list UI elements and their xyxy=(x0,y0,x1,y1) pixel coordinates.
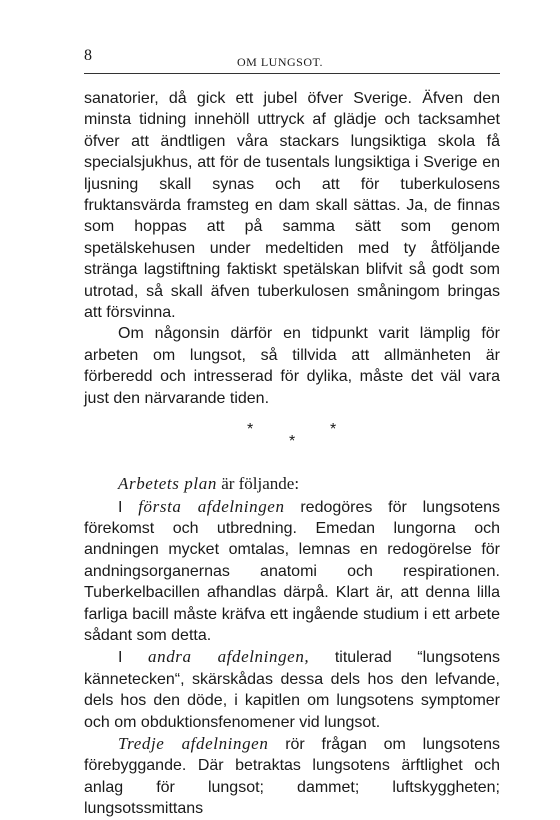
paragraph-6 xyxy=(84,733,500,820)
section-divider xyxy=(84,409,500,473)
asterisk-left: * xyxy=(247,421,254,439)
page-number: 8 xyxy=(84,47,92,64)
paragraph-5 xyxy=(84,646,500,733)
p5-prefix: I xyxy=(118,649,148,667)
p5-text: titulerad “lungsotens kännetecken“, skärskådas dessa dels hos den lefvande, dels hos den döde, i kapitlen om lungsotens symptomer och om obduktionsfenomener vid lungsot. xyxy=(84,649,501,731)
p4-text: redogöres för lungsotens förekomst och utbredning. Emedan lungorna och andningen mycket omtalas, lemnas en redogörelse för andningsorganernas anatomi och respirationen. Tuberkelbacillen afhandlas därpå. Klart är, att denna lilla farliga bacill måste kräfva ett ingående studium i ett arbete sådant som detta. xyxy=(84,498,501,644)
asterisk-right: * xyxy=(330,421,337,439)
plan-intro: är följande: xyxy=(216,474,300,494)
paragraph-3 xyxy=(84,473,500,495)
body-text xyxy=(84,88,500,820)
running-head: OM LUNGSOT. xyxy=(237,55,323,69)
paragraph-1: sanatorier, då gick ett jubel öfver Sverige. Äfven den minsta tidning innehöll uttryck af glädje och tacksamhet öfver att ändtligen våra stackars lungsiktiga skola få specialsjukhus, att för de tusentals lungsiktiga i Sverige en ljusning skall synas och att för tuberkulosens fruktansvärda framsteg en dam skall sättas. Ja, de finnas som hoppas att på samma sätt som genom spetälskehusen under medeltiden med ty åtföljande stränga lagstiftning faktiskt spetälskan blifvit så godt som utrotad, så skall äfven tuberkulosen småningom bringas att försvinna. xyxy=(84,90,500,322)
plan-heading: Arbetets plan xyxy=(118,474,217,494)
paragraph-2: Om någonsin därför en tidpunkt varit lämplig för arbeten om lungsot, så tillvida att allmänheten är förberedd och intresserad för dylika, måste det väl vara just den närvarande tiden. xyxy=(84,325,500,407)
p6-text: rör frågan om lungsotens förebyggande. Där betraktas lungsotens ärftlighet och anlag för lungsot; dammet; luftskyggheten; lungsotssmittans xyxy=(84,735,500,818)
second-section-title: andra afdelningen, xyxy=(148,647,310,667)
paragraph-4 xyxy=(84,496,500,647)
first-section-title: första afdelningen xyxy=(138,496,285,516)
asterisk-middle: * xyxy=(289,433,296,451)
third-section-title: Tredje afdelningen xyxy=(118,733,269,753)
header-rule xyxy=(84,73,500,74)
p4-prefix: I xyxy=(118,498,139,516)
